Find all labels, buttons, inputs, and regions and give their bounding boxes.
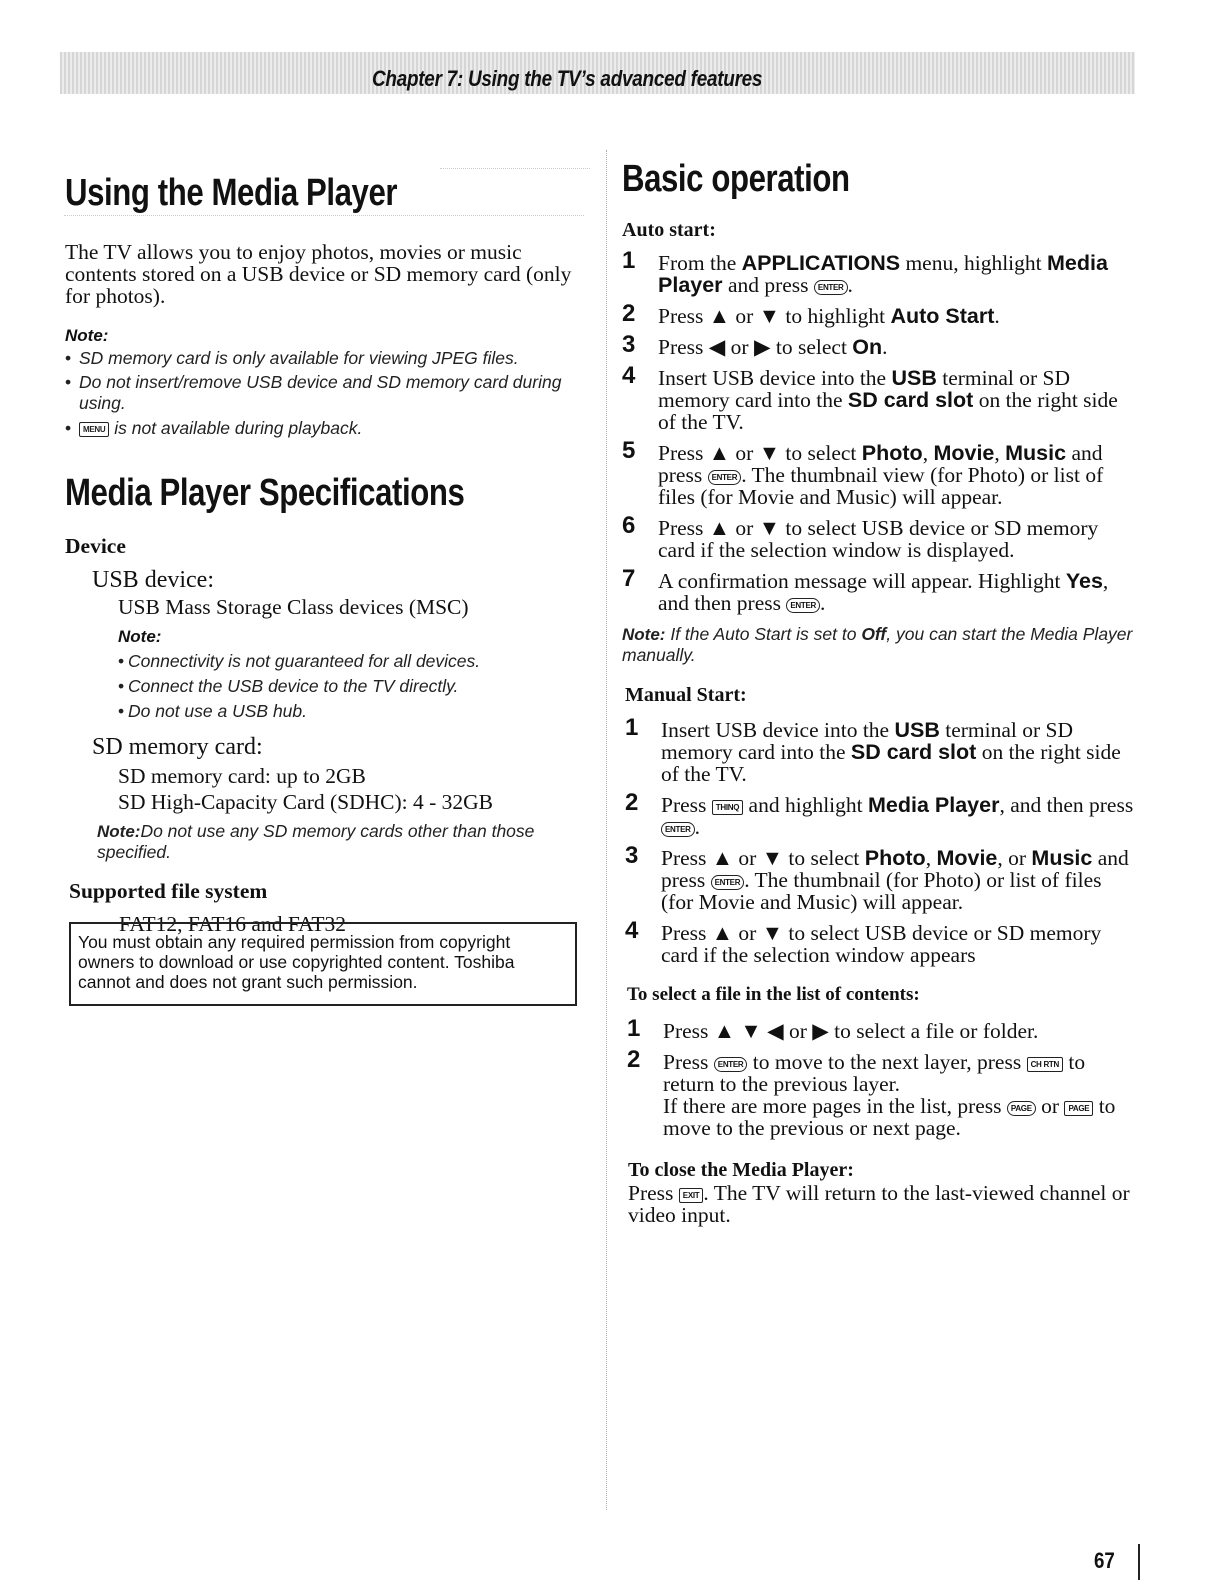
step-number: 2 (625, 789, 639, 816)
step-item: 3 Press ◀ or ▶ to select On. (622, 331, 888, 359)
step-number: 7 (622, 565, 636, 592)
right-column (622, 158, 1137, 1226)
page-down-button-icon: PAGE (1064, 1101, 1093, 1116)
page-title: Using the Media Player (65, 172, 398, 214)
note-item: • Do not insert/remove USB device and SD memory card during using. (65, 372, 583, 414)
sd-note-text: Do not use any SD memory cards other than those specified. (97, 821, 535, 862)
column-divider (606, 150, 607, 1510)
select-file-heading: To select a file in the list of contents: (627, 984, 920, 1005)
close-heading: To close the Media Player: (628, 1159, 854, 1181)
step-number: 6 (622, 512, 636, 539)
usb-note-item: • Do not use a USB hub. (118, 699, 585, 724)
sd-note (65, 821, 557, 863)
sd-note-label: Note: (97, 822, 141, 841)
page-up-button-icon: PAGE (1007, 1101, 1036, 1116)
title-rule-top (440, 168, 590, 169)
device-heading: Device (65, 534, 126, 558)
step-item: 3 Press ▲ or ▼ to select Photo, Movie, or Music and press ENTER . The thumbnail (for Photo) or list of files (for Movie and Music) will appear. (625, 842, 1129, 914)
enter-button-icon: ENTER (814, 280, 848, 295)
enter-button-icon: ENTER (711, 875, 745, 890)
spec-title: Media Player Specifications (65, 472, 465, 514)
menu-button-icon: MENU (79, 422, 109, 437)
thinq-button-icon: THINQ (712, 800, 743, 815)
ch-rtn-button-icon: CH RTN (1027, 1057, 1063, 1072)
step-item: 7 A confirmation message will appear. Highlight Yes, and then press ENTER . (622, 565, 1109, 615)
step-item: 1 Press ▲ ▼ ◀ or ▶ to select a file or folder. (627, 1015, 1039, 1043)
step-number: 2 (627, 1046, 641, 1073)
note-item (65, 418, 583, 439)
page-number-bar (1138, 1544, 1140, 1580)
sd-label: SD memory card: (92, 734, 263, 760)
usb-section (65, 567, 585, 815)
notes-list (65, 348, 583, 439)
sd-values (92, 763, 585, 815)
enter-button-icon: ENTER (786, 598, 820, 613)
exit-button-icon: EXIT (679, 1188, 704, 1203)
auto-note (622, 624, 1137, 666)
close-text-a: Press (628, 1181, 674, 1205)
close-text (622, 1182, 1137, 1226)
step-item: 2 Press ▲ or ▼ to highlight Auto Start. (622, 300, 1000, 328)
step-item: 6 Press ▲ or ▼ to select USB device or SD memory card if the selection window is displayed. (622, 512, 1099, 562)
left-column (65, 172, 585, 935)
page-number: 67 (1094, 1548, 1115, 1573)
chapter-title: Chapter 7: Using the TV’s advanced features (372, 66, 763, 91)
auto-note-text: , you can start the Media Player manually. (622, 624, 1133, 665)
sd-value: SD memory card: up to 2GB (118, 764, 366, 788)
fs-heading: Supported file system (69, 879, 268, 903)
step-item: 4 Insert USB device into the USB terminal or SD memory card into the SD card slot on the right side of the TV. (622, 362, 1118, 434)
step-number: 1 (627, 1015, 641, 1042)
step-item: 4 Press ▲ or ▼ to select USB device or SD memory card if the selection window appears (625, 917, 1102, 967)
step-number: 2 (622, 300, 636, 327)
auto-steps (622, 247, 1137, 615)
step-number: 1 (625, 714, 639, 741)
note-item: • SD memory card is only available for viewing JPEG files. (65, 348, 583, 369)
manual-steps (622, 714, 1137, 967)
step-item: 1 Insert USB device into the USB terminal or SD memory card into the SD card slot on the right side of the TV. (625, 714, 1121, 786)
auto-start-heading: Auto start: (622, 219, 716, 241)
manual-start-heading: Manual Start: (625, 684, 747, 706)
select-steps (622, 1015, 1137, 1140)
auto-note-off: Off (861, 624, 887, 644)
step-item: 2 Press THINQ and highlight Media Player, and then press ENTER . (625, 789, 1134, 839)
step-number: 1 (622, 247, 636, 274)
sd-value: SD High-Capacity Card (SDHC): 4 - 32GB (118, 790, 494, 814)
step-number: 3 (625, 842, 639, 869)
step-item: 1 From the APPLICATIONS menu, highlight Media Player and press ENTER . (622, 247, 1108, 297)
enter-button-icon: ENTER (714, 1057, 748, 1072)
usb-label: USB device: (92, 567, 214, 593)
close-text-b: . The TV will return to the last-viewed channel or video input. (628, 1181, 1130, 1227)
step-item: 5 Press ▲ or ▼ to select Photo, Movie, Music and press ENTER . The thumbnail view (for Photo) or list of files (for Movie and Music) will appear. (622, 437, 1104, 509)
enter-button-icon: ENTER (661, 822, 695, 837)
usb-value: USB Mass Storage Class devices (MSC) (118, 595, 469, 619)
step-item: 2 Press ENTER to move to the next layer, press CH RTN to return to the previous layer. If there are more pages in the list, press PAGE or PAGE to move to the previous or next page. (627, 1046, 1116, 1140)
note-item-text: is not available during playback. (114, 418, 363, 438)
step-number: 5 (622, 437, 636, 464)
intro-text: The TV allows you to enjoy photos, movies or music contents stored on a USB device or SD memory card (only for photos). (65, 240, 572, 308)
section-title: Basic operation (622, 158, 850, 200)
step-number: 3 (622, 331, 636, 358)
enter-button-icon: ENTER (708, 470, 742, 485)
usb-note-item: • Connectivity is not guaranteed for all devices. (118, 649, 585, 674)
usb-note-label: Note: (118, 627, 162, 646)
usb-note-item: • Connect the USB device to the TV directly. (118, 674, 585, 699)
step-number: 4 (625, 917, 639, 944)
note-label: Note: (65, 326, 109, 345)
usb-notes-list (92, 649, 585, 724)
step-number: 4 (622, 362, 636, 389)
auto-note-label: Note: (622, 625, 666, 644)
fs-value: FAT12, FAT16 and FAT32 (119, 912, 346, 936)
auto-note-text: If the Auto Start is set to (670, 624, 857, 644)
copyright-notice: You must obtain any required permission from copyright owners to download or use copyrighted content. Toshiba cannot and does not grant such permission. (69, 922, 577, 1006)
